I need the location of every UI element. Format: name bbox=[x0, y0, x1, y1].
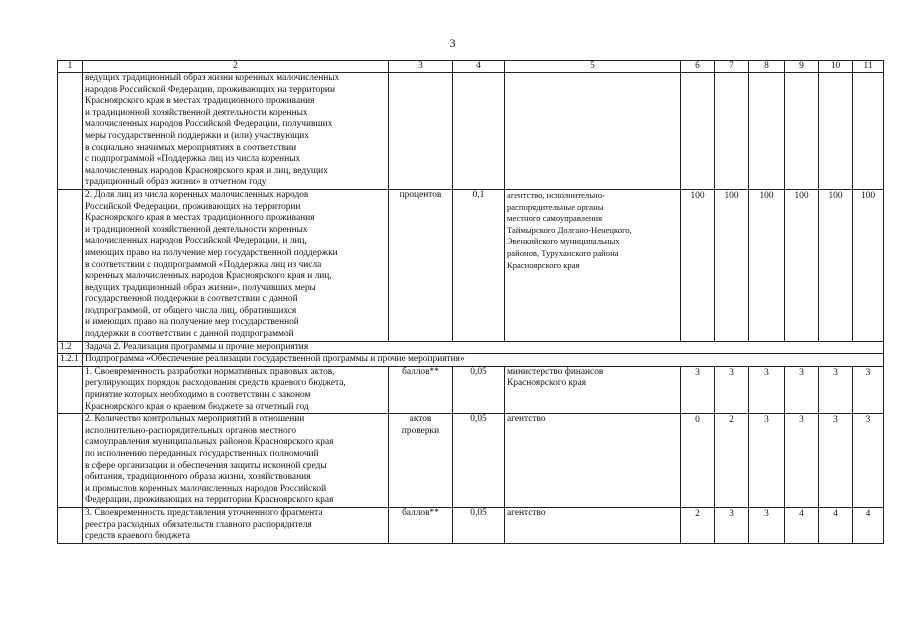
source-cell bbox=[505, 73, 681, 190]
value-cell: 3 bbox=[785, 366, 819, 413]
row-number bbox=[58, 366, 83, 413]
source-cell: агентство bbox=[505, 507, 681, 543]
subprogram-title: Подпрограмма «Обеспечение реализации государственной программы и прочие мероприятия» bbox=[83, 354, 884, 367]
weight-cell: 0,05 bbox=[453, 366, 505, 413]
value-cell: 3 bbox=[819, 414, 853, 508]
task-row bbox=[58, 341, 884, 354]
value-cell: 100 bbox=[715, 189, 749, 341]
unit-cell: процентов bbox=[389, 189, 453, 341]
value-cell: 3 bbox=[715, 507, 749, 543]
source-cell: агентство bbox=[505, 414, 681, 508]
value-cell: 4 bbox=[819, 507, 853, 543]
weight-cell: 0,1 bbox=[453, 189, 505, 341]
weight-cell bbox=[453, 73, 505, 190]
header-cell: 3 bbox=[389, 61, 453, 73]
unit-cell bbox=[389, 73, 453, 190]
value-cell: 3 bbox=[681, 366, 715, 413]
table-header-row bbox=[58, 61, 884, 73]
table-row bbox=[58, 507, 884, 543]
table-row bbox=[58, 414, 884, 508]
header-cell: 1 bbox=[58, 61, 83, 73]
row-number bbox=[58, 414, 83, 508]
value-cell: 100 bbox=[785, 189, 819, 341]
value-cell: 100 bbox=[819, 189, 853, 341]
header-cell: 8 bbox=[749, 61, 785, 73]
source-cell: агентство, исполнительно- распорядительные органы местного самоуправления Таймырского Долгано-Ненецкого, Эвенкийского муниципальных районов, Туруханского района Красноярского края bbox=[505, 189, 681, 341]
header-cell: 10 bbox=[819, 61, 853, 73]
header-cell: 5 bbox=[505, 61, 681, 73]
table-row bbox=[58, 366, 884, 413]
table-row bbox=[58, 73, 884, 190]
page-number: 3 bbox=[449, 36, 456, 50]
header-cell: 4 bbox=[453, 61, 505, 73]
value-cell: 3 bbox=[749, 414, 785, 508]
indicator-table bbox=[57, 60, 884, 544]
value-cell: 3 bbox=[785, 414, 819, 508]
value-cell: 4 bbox=[785, 507, 819, 543]
value-cell: 3 bbox=[819, 366, 853, 413]
value-cell: 100 bbox=[681, 189, 715, 341]
row-number bbox=[58, 507, 83, 543]
value-cell: 3 bbox=[715, 366, 749, 413]
unit-cell: баллов** bbox=[389, 507, 453, 543]
unit-cell: баллов** bbox=[389, 366, 453, 413]
value-cell: 3 bbox=[749, 366, 785, 413]
header-cell: 2 bbox=[83, 61, 389, 73]
value-cell: 4 bbox=[853, 507, 884, 543]
indicator-text: 3. Своевременность представления уточненного фрагмента реестра расходных обязательств главного распорядителя средств краевого бюджета bbox=[83, 507, 389, 543]
value-cell bbox=[749, 73, 785, 190]
value-cell: 2 bbox=[715, 414, 749, 508]
header-cell: 6 bbox=[681, 61, 715, 73]
indicator-text: 2. Доля лиц из числа коренных малочисленных народов Российской Федерации, проживающих на территории Красноярского края в местах традиционного проживания и традиционной хозяйственной деятельности коренных малочисленных народов Российской Федерации, и лиц, имеющих право на получение мер государственной поддержки в соответствии с подпрограммой «Поддержка лиц из числа коренных малочисленных народов Красноярского края и лиц, ведущих традиционный образ жизни», получивших меры государственной поддержки в соответствии с данной подпрограммой, от общего числа лиц, обратившихся и имеющих право на получение мер государственной поддержки в соответствии с данной подпрограммой bbox=[83, 189, 389, 341]
value-cell: 3 bbox=[853, 414, 884, 508]
value-cell bbox=[681, 73, 715, 190]
header-cell: 7 bbox=[715, 61, 749, 73]
row-number bbox=[58, 73, 83, 190]
header-cell: 11 bbox=[853, 61, 884, 73]
value-cell: 2 bbox=[681, 507, 715, 543]
value-cell bbox=[715, 73, 749, 190]
weight-cell: 0,05 bbox=[453, 507, 505, 543]
value-cell: 3 bbox=[853, 366, 884, 413]
header-cell: 9 bbox=[785, 61, 819, 73]
value-cell bbox=[819, 73, 853, 190]
source-cell: министерство финансов Красноярского края bbox=[505, 366, 681, 413]
value-cell: 100 bbox=[749, 189, 785, 341]
weight-cell: 0,05 bbox=[453, 414, 505, 508]
subprogram-row bbox=[58, 354, 884, 367]
indicator-text: 1. Своевременность разработки нормативных правовых актов, регулирующих порядок расходования средств краевого бюджета, принятие которых необходимо в соответствии с законом Красноярского края о краевом бюджете за отчетный год bbox=[83, 366, 389, 413]
indicator-text: ведущих традиционный образ жизни коренных малочисленных народов Российской Федерации, проживающих на территории Красноярского края в местах традиционного проживания и традиционной хозяйственной деятельности коренных малочисленных народов Российской Федерации, получивших меры государственной поддержки и (или) участвующих в социально значимых мероприятиях в соответствии с подпрограммой «Поддержка лиц из числа коренных малочисленных народов Красноярского края и лиц, ведущих традиционный образ жизни» в отчетном году bbox=[83, 73, 389, 190]
row-number: 1.2.1 bbox=[58, 354, 83, 367]
value-cell bbox=[853, 73, 884, 190]
task-title: Задача 2. Реализация программы и прочие мероприятия bbox=[83, 341, 884, 354]
row-number: 1.2 bbox=[58, 341, 83, 354]
unit-cell: актов проверки bbox=[389, 414, 453, 508]
indicator-text: 2. Количество контрольных мероприятий в отношении исполнительно-распорядительных органов местного самоуправления муниципальных районов Красноярского края по исполнению переданных государственных полномочий в сфере организации и обеспечения защиты исконной среды обитания, традиционного образа жизни, хозяйствования и промыслов коренных малочисленных народов Российской Федерации, проживающих на территории Красноярского края bbox=[83, 414, 389, 508]
row-number bbox=[58, 189, 83, 341]
value-cell bbox=[785, 73, 819, 190]
table-row bbox=[58, 189, 884, 341]
value-cell: 3 bbox=[749, 507, 785, 543]
value-cell: 0 bbox=[681, 414, 715, 508]
value-cell: 100 bbox=[853, 189, 884, 341]
